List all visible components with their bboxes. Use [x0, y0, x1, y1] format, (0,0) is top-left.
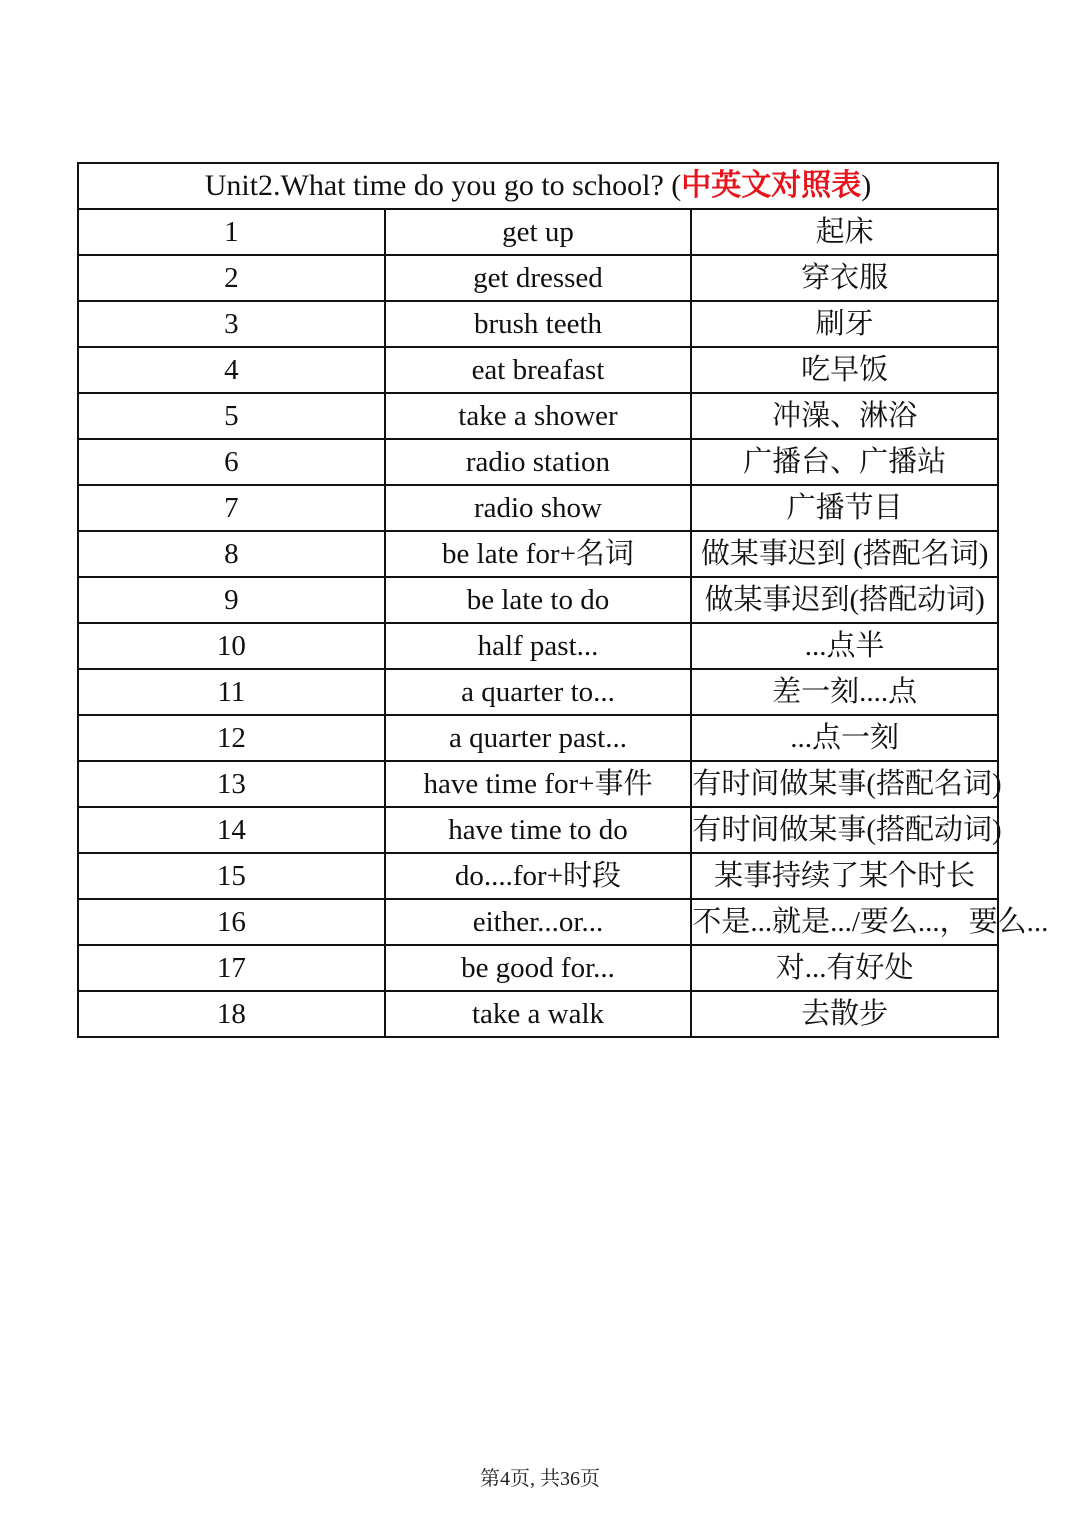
english-phrase: brush teeth	[385, 301, 692, 347]
chinese-meaning: 差一刻....点	[691, 669, 998, 715]
row-number: 13	[78, 761, 385, 807]
row-number: 6	[78, 439, 385, 485]
row-number: 15	[78, 853, 385, 899]
chinese-meaning: ...点一刻	[691, 715, 998, 761]
chinese-meaning: 有时间做某事(搭配动词)	[691, 807, 998, 853]
table-row	[78, 531, 998, 577]
row-number: 10	[78, 623, 385, 669]
chinese-meaning: 起床	[691, 209, 998, 255]
table-title-row	[78, 163, 998, 209]
english-phrase: eat breafast	[385, 347, 692, 393]
row-number: 7	[78, 485, 385, 531]
chinese-meaning: 有时间做某事(搭配名词)	[691, 761, 998, 807]
chinese-meaning: 冲澡、淋浴	[691, 393, 998, 439]
row-number: 12	[78, 715, 385, 761]
english-phrase: take a shower	[385, 393, 692, 439]
table-row	[78, 577, 998, 623]
row-number: 9	[78, 577, 385, 623]
vocabulary-table	[77, 162, 1049, 1038]
table-row	[78, 209, 998, 255]
table-row	[78, 945, 998, 991]
row-number: 16	[78, 899, 385, 945]
row-number: 3	[78, 301, 385, 347]
title-prefix: Unit2.What time do you go to school? (	[204, 169, 682, 202]
row-number: 18	[78, 991, 385, 1037]
row-number: 5	[78, 393, 385, 439]
table-row	[78, 623, 998, 669]
title-highlight: 中英文对照表	[681, 169, 862, 202]
page-number: 第4页, 共36页	[480, 1468, 600, 1490]
table-row	[78, 485, 998, 531]
chinese-meaning: 去散步	[691, 991, 998, 1037]
english-phrase: have time for+事件	[385, 761, 692, 807]
table-row	[78, 807, 998, 853]
english-phrase: radio station	[385, 439, 692, 485]
chinese-meaning: 穿衣服	[691, 255, 998, 301]
english-phrase: get up	[385, 209, 692, 255]
english-phrase: radio show	[385, 485, 692, 531]
table-row	[78, 853, 998, 899]
english-phrase: do....for+时段	[385, 853, 692, 899]
table-row	[78, 255, 998, 301]
english-phrase: have time to do	[385, 807, 692, 853]
chinese-meaning: 广播节目	[691, 485, 998, 531]
table-row	[78, 347, 998, 393]
chinese-meaning: 广播台、广播站	[691, 439, 998, 485]
chinese-meaning: 对...有好处	[691, 945, 998, 991]
row-number: 4	[78, 347, 385, 393]
table-row	[78, 991, 998, 1037]
english-phrase: be good for...	[385, 945, 692, 991]
table-row	[78, 439, 998, 485]
english-phrase: either...or...	[385, 899, 692, 945]
table-title	[78, 163, 998, 209]
chinese-meaning: ...点半	[691, 623, 998, 669]
english-phrase: half past...	[385, 623, 692, 669]
chinese-meaning: 做某事迟到 (搭配名词)	[691, 531, 998, 577]
title-suffix: )	[861, 169, 872, 202]
row-number: 14	[78, 807, 385, 853]
table-row	[78, 393, 998, 439]
table-row	[78, 761, 998, 807]
english-phrase: get dressed	[385, 255, 692, 301]
table-row	[78, 669, 998, 715]
table-row	[78, 899, 998, 945]
english-phrase: a quarter to...	[385, 669, 692, 715]
table-row	[78, 715, 998, 761]
chinese-meaning: 刷牙	[691, 301, 998, 347]
chinese-meaning: 吃早饭	[691, 347, 998, 393]
chinese-meaning: 不是...就是.../要么...，要么...	[691, 899, 998, 945]
english-phrase: a quarter past...	[385, 715, 692, 761]
row-number: 2	[78, 255, 385, 301]
english-phrase: be late for+名词	[385, 531, 692, 577]
table-row	[78, 301, 998, 347]
row-number: 1	[78, 209, 385, 255]
english-phrase: take a walk	[385, 991, 692, 1037]
row-number: 8	[78, 531, 385, 577]
chinese-meaning: 做某事迟到(搭配动词)	[691, 577, 998, 623]
chinese-meaning: 某事持续了某个时长	[691, 853, 998, 899]
row-number: 11	[78, 669, 385, 715]
row-number: 17	[78, 945, 385, 991]
english-phrase: be late to do	[385, 577, 692, 623]
